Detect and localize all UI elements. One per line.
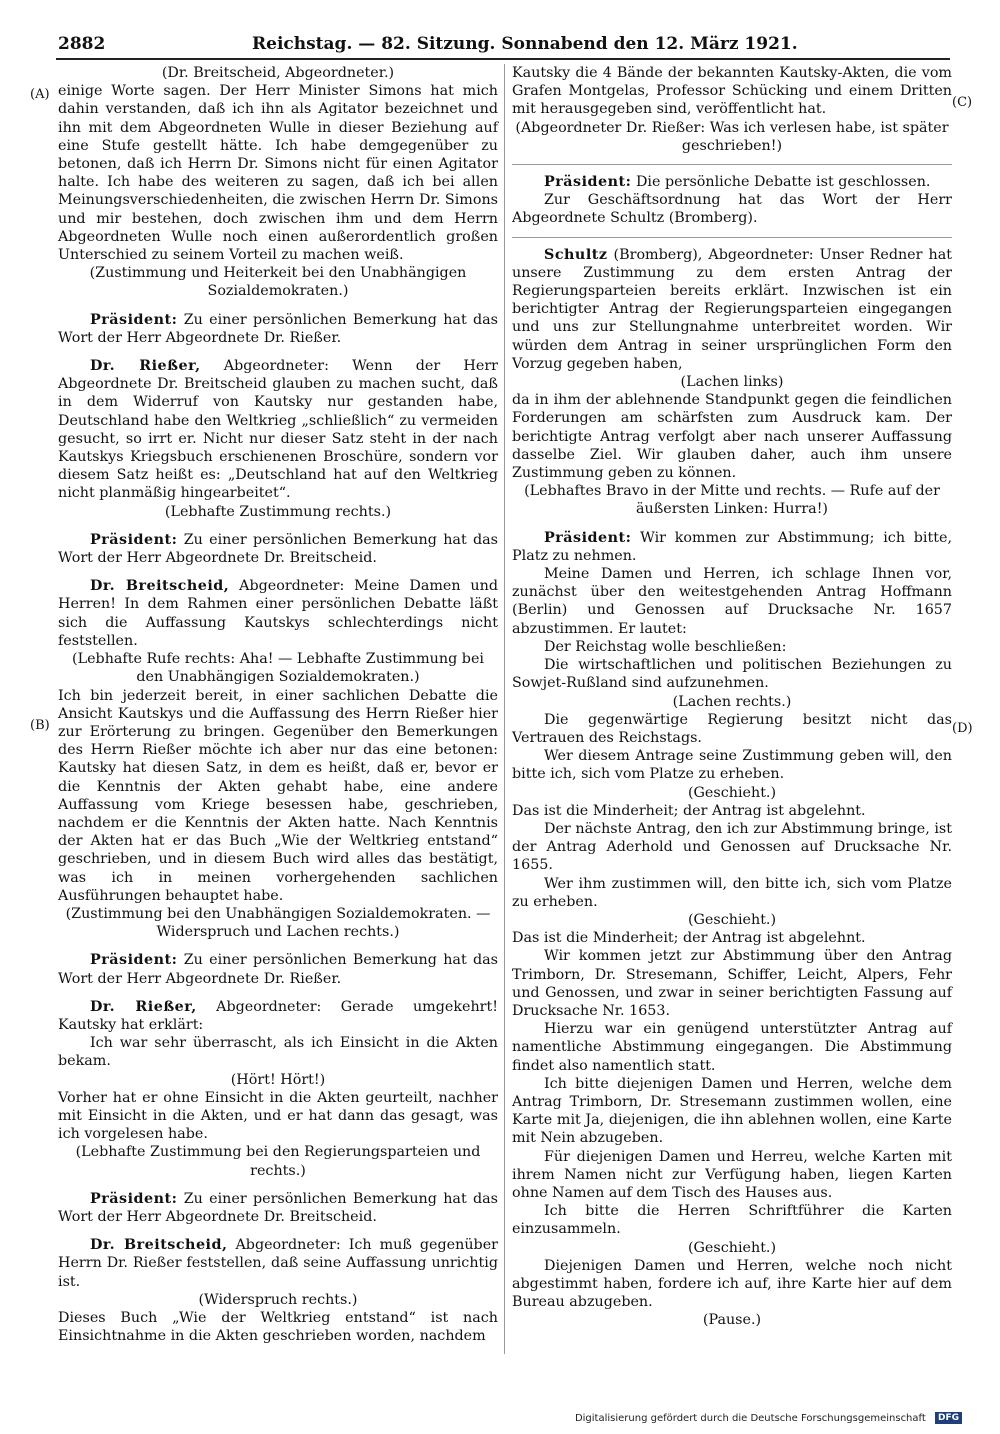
interjection: (Lebhafte Zustimmung bei den Regierungsparteien und rechts.) (75, 1144, 481, 1179)
paragraph-text: Zu einer persönlichen Bemerkung hat das Wort der Herr Abgeordnete Dr. Rießer. (58, 952, 498, 987)
speaker-name: Dr. Rießer, (90, 358, 201, 375)
paragraph: Hierzu war ein genügend unterstützter Antrag auf namentliche Abstimmung eingegangen. Die Abstimmung findet also namentlich statt. (512, 1021, 952, 1074)
interjection: (Geschieht.) (687, 911, 777, 928)
interjection: (Lachen links) (680, 374, 784, 391)
paragraph (58, 311, 498, 347)
paragraph-text: (Bromberg), Abgeordneter: Unser Redner hat unsere Zustimmung zu dem ersten Antrag der Regierungsparteien bereits erklärt. Inzwischen ist ein berichtigter Antrag der Regierungsparteien eingegangen und uns zur Stellungnahme unterbreitet worden. Wir würden dem Antrag in seiner ursprünglichen Form den Vorzug gegeben haben, (512, 246, 952, 372)
paragraph: Wir kommen jetzt zur Abstimmung über den Antrag Trimborn, Dr. Stresemann, Schiffer, Leicht, Alpers, Fehr und Genossen, und zwar in seiner berichtigten Fassung auf Drucksache Nr. 1653. (512, 948, 952, 1019)
quotation: Ich war sehr überrascht, als ich Einsicht in die Akten bekam. (58, 1035, 498, 1070)
paragraph: Dieses Buch „Wie der Weltkrieg entstand“ ist nach Einsichtnahme in die Akten geschrieben worden, nachdem (58, 1310, 498, 1345)
interjection: (Lebhaftes Bravo in der Mitte und rechts. — Rufe auf der äußersten Linken: Hurra!) (524, 483, 940, 518)
margin-mark-a: (A) (30, 87, 50, 102)
paragraph (58, 531, 498, 567)
margin-mark-b: (B) (30, 718, 50, 733)
interjection: (Zustimmung bei den Unabhängigen Sozialdemokraten. — Widerspruch und Lachen rechts.) (65, 905, 491, 941)
paragraph-text: Abgeordneter: Wenn der Herr Abgeordnete Dr. Breitscheid glauben zu machen sucht, daß in dem Widerruf von Kautsky nur gestanden habe, Deutschland habe den Weltkrieg „schließlich“ zu vermeiden gesucht, so irrt er. Nicht nur dieser Satz steht in der nach Kautskys Kriegsbuch erschienenen Broschüre, sondern vor diesem Satz heißt es: „Deutschland hat auf den Weltkrieg nicht planmäßig hingearbeitet“. (58, 358, 498, 502)
quotation: Die wirtschaftlichen und politischen Beziehungen zu Sowjet-Rußland sind aufzunehmen. (512, 657, 952, 692)
footer-text: Digitalisierung gefördert durch die Deutsche Forschungsgemeinschaft (574, 1413, 926, 1424)
section-rule (512, 237, 952, 238)
paragraph: Meine Damen und Herren, ich schlage Ihnen vor, zunächst über den weitestgehenden Antrag Hoffmann (Berlin) und Genossen auf Drucksache Nr. 1657 abzustimmen. Er lautet: (512, 566, 952, 637)
interjection: (Hört! Hört!) (230, 1071, 326, 1088)
quotation: Der Reichstag wolle beschließen: (544, 638, 787, 655)
paragraph-text: Zu einer persönlichen Bemerkung hat das Wort der Herr Abgeordnete Dr. Breitscheid. (58, 1190, 498, 1225)
speaker-name: Präsident: (544, 174, 632, 191)
paragraph: Ich bitte diejenigen Damen und Herren, welche dem Antrag Trimborn, Dr. Stresemann zustimmen wollen, eine Karte mit Ja, diejenigen, die ihn ablehnen wollen, eine Karte mit Nein abzugeben. (512, 1075, 952, 1147)
paragraph: Diejenigen Damen und Herren, welche noch nicht abgestimmt haben, fordere ich auf, ihre Karte hier auf dem Bureau abzugeben. (512, 1257, 952, 1311)
header-rule (56, 58, 950, 60)
paragraph: da in ihm der ablehnende Standpunkt gegen die feindlichen Forderungen am schärfsten zum Ausdruck kam. Der berichtigte Antrag verfolgt aber nach unserer Auffassung dasselbe Ziel. Wir glauben daher, auch ihm unsere Zustimmung geben zu können. (512, 392, 952, 482)
interjection: (Widerspruch rechts.) (198, 1291, 358, 1308)
speaker-name: Dr. Rießer, (90, 998, 197, 1015)
paragraph: Zur Geschäftsordnung hat das Wort der Herr Abgeordnete Schultz (Bromberg). (512, 192, 952, 227)
column-divider (504, 64, 505, 1354)
paragraph-text: Wir kommen zur Abstimmung; ich bitte, Platz zu nehmen. (512, 529, 952, 564)
margin-mark-c: (C) (952, 95, 973, 110)
paragraph (58, 577, 498, 650)
margin-mark-d: (D) (952, 721, 973, 736)
interjection: (Zustimmung und Heiterkeit bei den Unabhängigen Sozialdemokraten.) (89, 265, 467, 300)
dfg-logo-icon: DFG (935, 1412, 962, 1424)
paragraph-text: Zu einer persönlichen Bemerkung hat das Wort der Herr Abgeordnete Dr. Rießer. (58, 311, 498, 346)
interjection: (Geschieht.) (687, 1239, 777, 1256)
paragraph: Für diejenigen Damen und Herreu, welche Karten mit ihrem Namen nicht zur Verfügung haben, liegen Karten ohne Namen auf dem Tisch des Hauses aus. (512, 1148, 952, 1201)
paragraph (512, 529, 952, 565)
paragraph (58, 998, 498, 1034)
speaker-name: Präsident: (90, 311, 178, 328)
speaker-name: Präsident: (90, 952, 178, 969)
right-column (512, 64, 952, 1330)
paragraph (58, 951, 498, 987)
paragraph: einige Worte sagen. Der Herr Minister Simons hat mich dahin verstanden, daß ich ihn als Agitator bezeichnet und ihn mit dem Abgeordneten Wulle in dieser Beziehung auf eine Stufe gestellt hätte. Ich habe demgegenüber zu betonen, daß ich Herrn Dr. Simons nicht für einen Agitator halte. Ich habe des weiteren zu sagen, daß ich bei allen Meinungsverschiedenheiten, die zwischen Herrn Dr. Simons und mir bestehen, doch zwischen ihm und dem Herrn Abgeordneten Wulle noch einen außerordentlich großen Unterschied zu seinem Vorteil zu machen weiß. (58, 83, 498, 264)
section-rule (512, 164, 952, 165)
interjection: (Lachen rechts.) (672, 693, 792, 710)
paragraph: Ich bin jederzeit bereit, in einer sachlichen Debatte die Ansicht Kautskys und die Auffassung des Herrn Rießer hier zur Erörterung zu bringen. Gegenüber den Bemerkungen des Herrn Rießer möchte ich aber nur das eine betonen: Kautsky hat diesen Satz, in dem es heißt, daß er, bevor er die Kenntnis der Akten gehabt habe, eine andere Auffassung vom Kriege besessen habe, geschrieben, nachdem er die Kenntnis der Akten hatte. Nach Kenntnis der Akten hat er das Buch „Wie der Weltkrieg entstand“ geschrieben, und in diesem Buch wird alles das bestätigt, was ich in meinen vorhergehenden sachlichen Ausführungen behauptet habe. (58, 687, 498, 904)
paragraph: Vorher hat er ohne Einsicht in die Akten geurteilt, nachher mit Einsicht in die Akten, und er hat dann das gesagt, was ich vorgelesen habe. (58, 1089, 498, 1143)
interjection: (Lebhafte Rufe rechts: Aha! — Lebhafte Zustimmung bei den Unabhängigen Sozialdemokraten.) (72, 651, 484, 686)
paragraph: Das ist die Minderheit; der Antrag ist abgelehnt. (512, 930, 866, 947)
paragraph-text: Abgeordneter: Ich muß gegenüber Herrn Dr. Rießer feststellen, daß seine Auffassung unrichtig ist. (58, 1237, 498, 1290)
paragraph: Der nächste Antrag, den ich zur Abstimmung bringe, ist der Antrag Aderhold und Genossen auf Drucksache Nr. 1655. (512, 820, 952, 874)
paragraph (512, 173, 952, 191)
quotation: Die gegenwärtige Regierung besitzt nicht das Vertrauen des Reichstags. (512, 711, 952, 746)
paragraph: Wer diesem Antrage seine Zustimmung geben will, den bitte ich, sich vom Platze zu erheben. (512, 748, 952, 783)
speaker-name: Präsident: (544, 529, 632, 546)
speaker-name: Dr. Breitscheid, (90, 578, 230, 595)
paragraph: Wer ihm zustimmen will, den bitte ich, sich vom Platze zu erheben. (512, 875, 952, 910)
paragraph-text: Die persönliche Debatte ist geschlossen. (631, 174, 931, 191)
speaker-name: Präsident: (90, 1190, 178, 1207)
paragraph (58, 1236, 498, 1291)
interjection: (Pause.) (702, 1312, 762, 1329)
speaker-name: Dr. Breitscheid, (90, 1237, 228, 1254)
interjection: (Abgeordneter Dr. Rießer: Was ich verlesen habe, ist später geschrieben!) (515, 119, 949, 154)
speaker-name: Schultz (544, 246, 608, 263)
paragraph-text: Abgeordneter: Meine Damen und Herren! In dem Rahmen einer persönlichen Debatte läßt sich die Auffassung Kautskys schlechterdings nicht feststellen. (58, 578, 498, 649)
paragraph: Ich bitte die Herren Schriftführer die Karten einzusammeln. (512, 1203, 952, 1238)
page-number: 2882 (58, 34, 106, 54)
paragraph-text: Abgeordneter: Gerade umgekehrt! Kautsky hat erklärt: (58, 998, 498, 1033)
interjection: (Geschieht.) (687, 784, 777, 801)
paragraph (58, 1190, 498, 1226)
footer (575, 1412, 962, 1424)
speaker-name: Präsident: (90, 531, 178, 548)
paragraph: Das ist die Minderheit; der Antrag ist abgelehnt. (512, 802, 866, 819)
running-head: Reichstag. — 82. Sitzung. Sonnabend den 12. März 1921. (252, 34, 798, 54)
paragraph: Kautsky die 4 Bände der bekannten Kautsky-Akten, die vom Grafen Montgelas, Professor Schücking und einem Dritten mit herausgegeben sind, veröffentlicht hat. (512, 65, 952, 118)
paragraph-text: Zu einer persönlichen Bemerkung hat das Wort der Herr Abgeordnete Dr. Breitscheid. (58, 531, 498, 567)
paragraph (58, 357, 498, 503)
left-column (58, 64, 498, 1345)
interjection: (Lebhafte Zustimmung rechts.) (164, 503, 392, 520)
paragraph (512, 246, 952, 373)
speaker-continuation: (Dr. Breitscheid, Abgeordneter.) (161, 65, 395, 81)
